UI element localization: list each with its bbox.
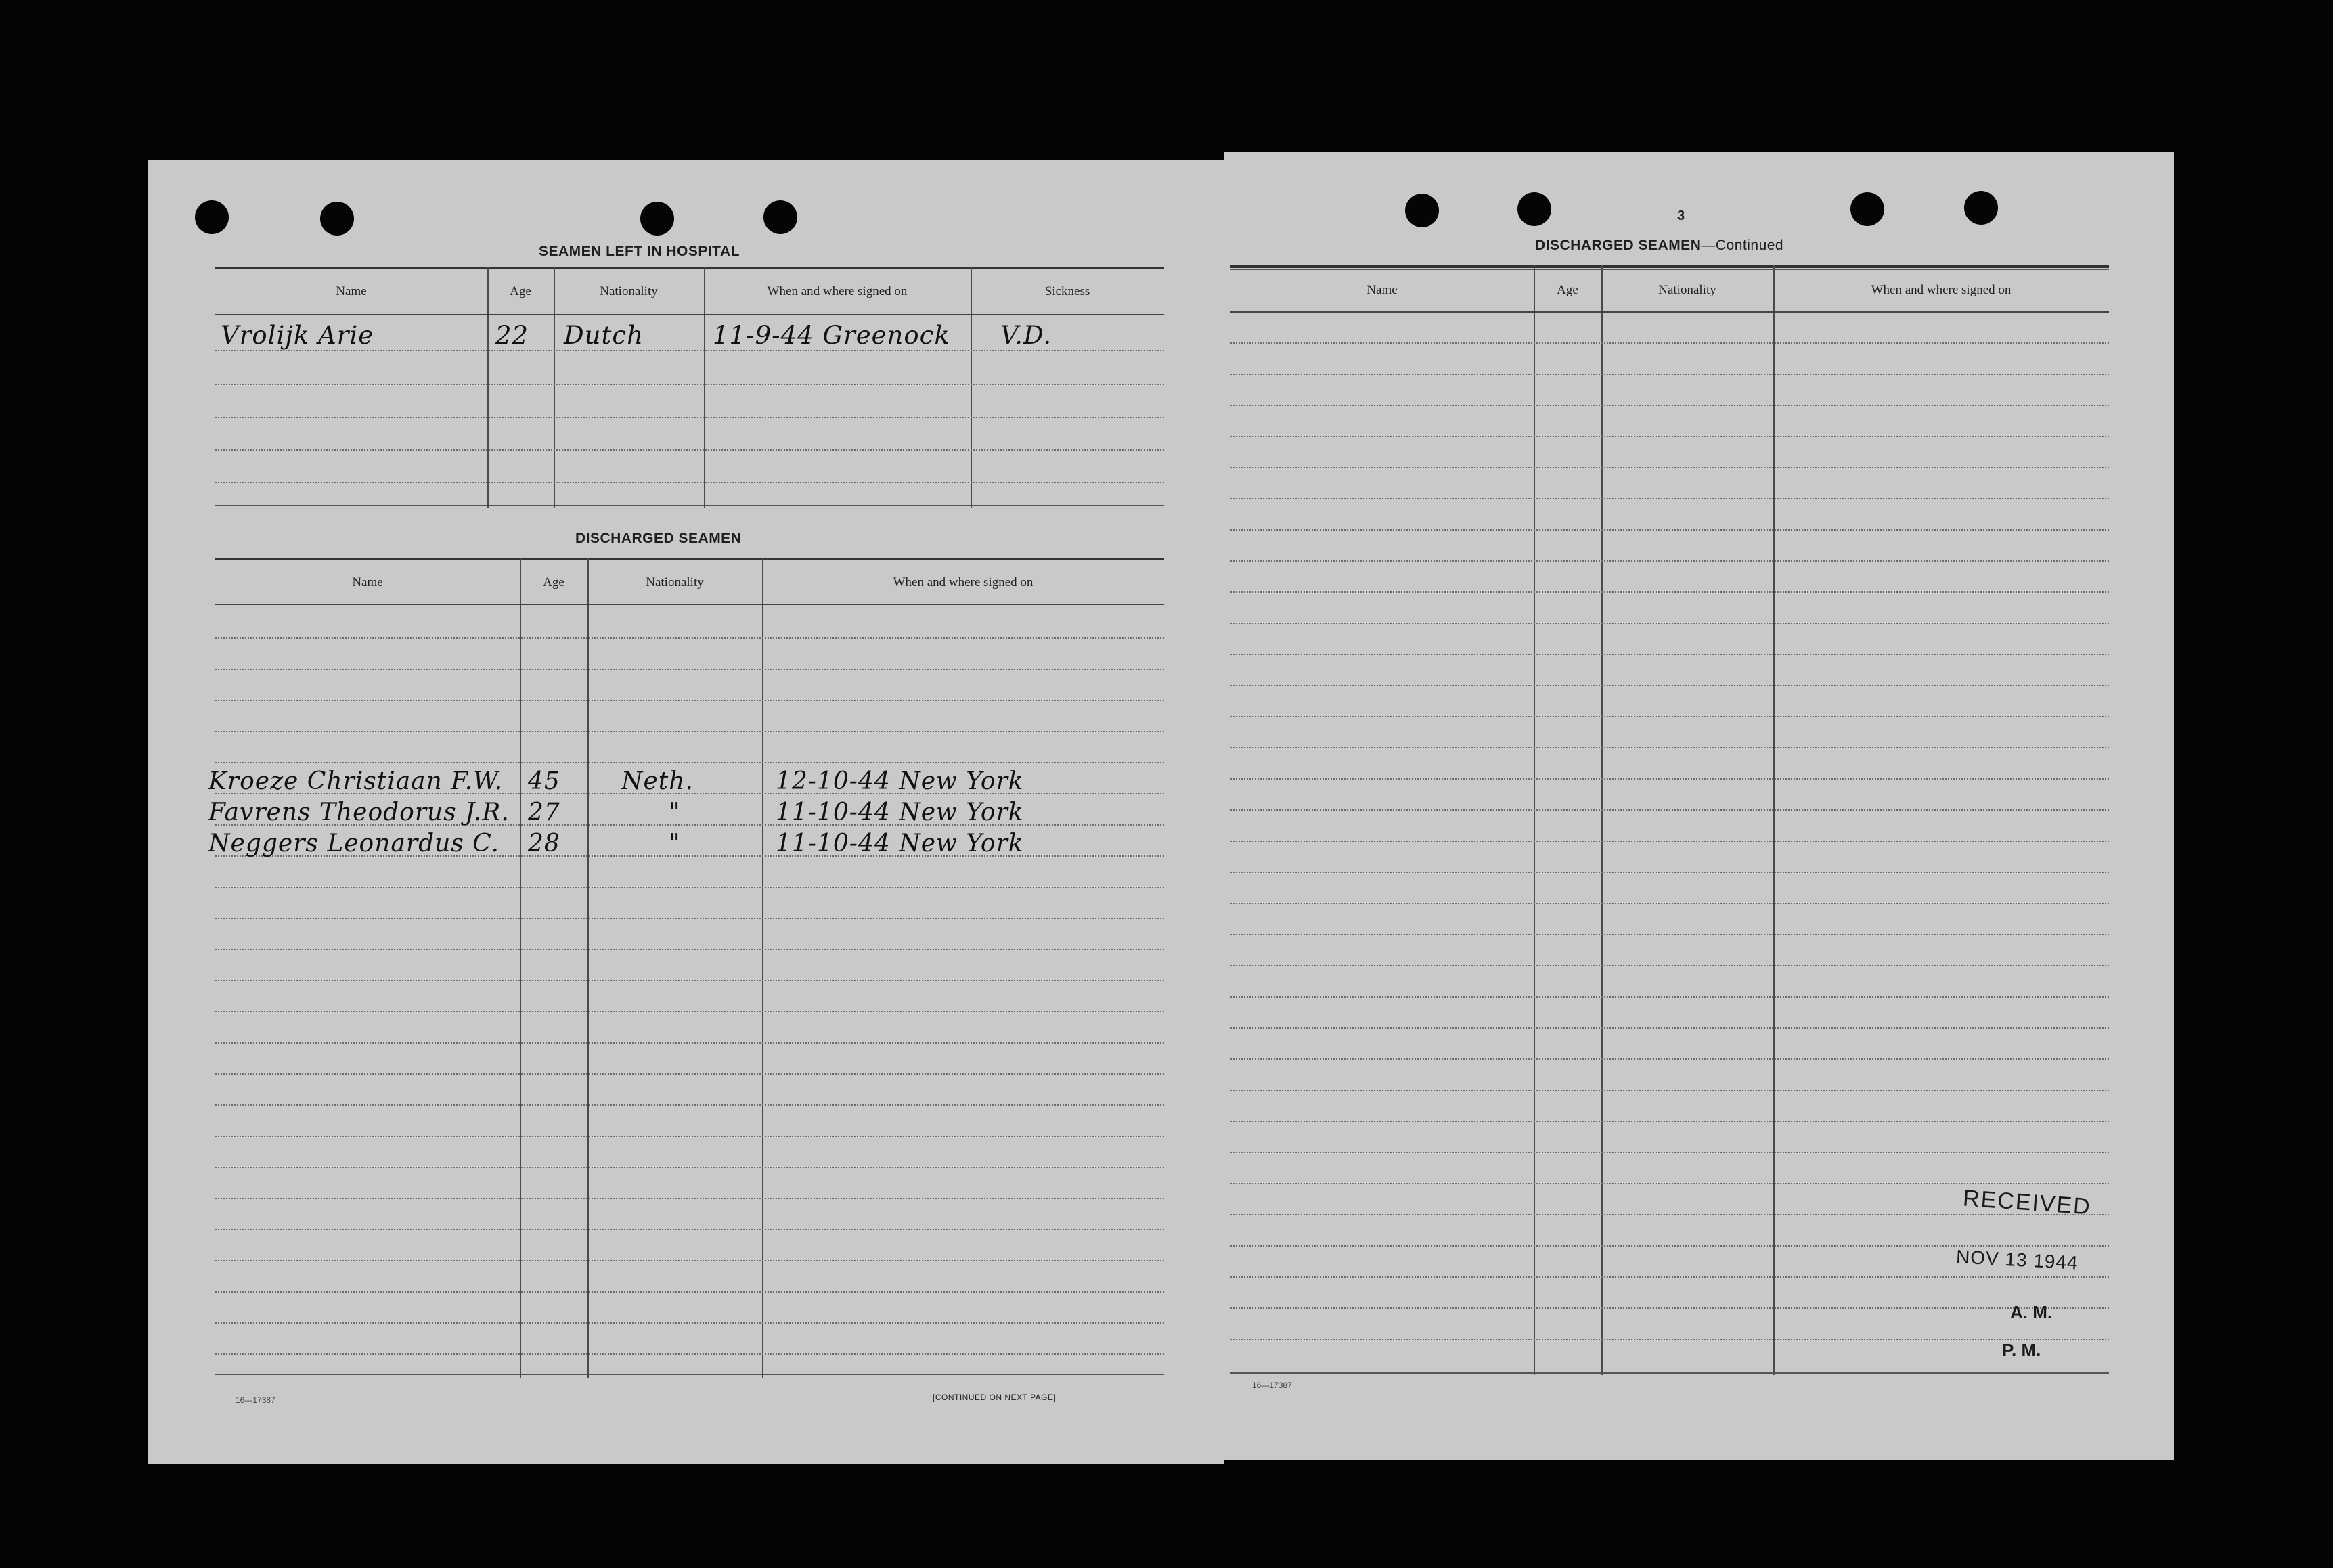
page-number: 3 [1677, 208, 1685, 223]
col-header-nationality: Nationality [1658, 283, 1716, 297]
punch-hole [1405, 194, 1439, 227]
punch-hole [763, 200, 797, 234]
col-header-signed-on: When and where signed on [893, 575, 1034, 589]
punch-hole [640, 202, 674, 236]
stamp-am: A. M. [2010, 1302, 2053, 1322]
right-page [1224, 152, 2174, 1460]
hospital-age: 22 [495, 321, 529, 350]
discharged-row-1-signed-on: 12-10-44 New York [776, 767, 1024, 795]
col-header-name: Name [352, 575, 383, 589]
col-header-nationality: Nationality [646, 575, 704, 589]
discharged-row-3-signed-on: 11-10-44 New York [776, 830, 1024, 857]
stamp-date: NOV 13 1944 [1955, 1246, 2079, 1274]
discharged-table [208, 558, 1164, 1378]
discharged-row-3-name: Neggers Leonardus C. [208, 830, 499, 857]
hospital-name: Vrolijk Arie [221, 321, 374, 350]
discharged-row-3-age: 28 [528, 830, 560, 857]
continued-note: [CONTINUED ON NEXT PAGE] [933, 1393, 1057, 1402]
punch-hole [320, 202, 354, 236]
discharged-row-2-age: 27 [528, 799, 560, 826]
discharged-row-1-name: Kroeze Christiaan F.W. [208, 767, 504, 795]
col-header-name: Name [1367, 283, 1398, 297]
col-header-age: Age [1557, 283, 1578, 297]
col-header-sickness: Sickness [1044, 284, 1090, 298]
discharged-row-1-age: 45 [528, 767, 560, 795]
hospital-nationality: Dutch [564, 321, 644, 350]
punch-hole [195, 200, 229, 234]
col-header-signed-on: When and where signed on [1871, 283, 2012, 297]
discharged-row-2-nationality: " [669, 799, 681, 826]
discharged-row-2-name: Favrens Theodorus J.R. [208, 799, 510, 826]
received-stamp: RECEIVED [1961, 1185, 2092, 1220]
hospital-signed-on: 11-9-44 Greenock [713, 321, 950, 350]
hospital-section-title: SEAMEN LEFT IN HOSPITAL [539, 244, 740, 259]
col-header-age: Age [543, 575, 564, 589]
punch-hole [1517, 192, 1551, 226]
col-header-nationality: Nationality [600, 284, 658, 298]
col-header-age: Age [510, 284, 531, 298]
left-page [148, 160, 1224, 1464]
punch-hole [1850, 192, 1884, 226]
discharged-section-title: DISCHARGED SEAMEN [575, 531, 742, 546]
form-number: 16—17387 [1252, 1381, 1292, 1390]
stamp-pm: P. M. [2002, 1340, 2041, 1360]
discharged-row-3-nationality: " [669, 830, 681, 857]
form-number: 16—17387 [236, 1395, 275, 1405]
col-header-signed-on: When and where signed on [767, 284, 908, 298]
discharged-continued-title: DISCHARGED SEAMEN—Continued [1535, 238, 1784, 253]
punch-hole [1964, 191, 1998, 225]
discharged-row-2-signed-on: 11-10-44 New York [776, 799, 1024, 826]
col-header-name: Name [336, 284, 367, 298]
hospital-sickness: V.D. [1000, 321, 1052, 350]
discharged-row-1-nationality: Neth. [621, 767, 694, 795]
hospital-table [215, 267, 1164, 508]
